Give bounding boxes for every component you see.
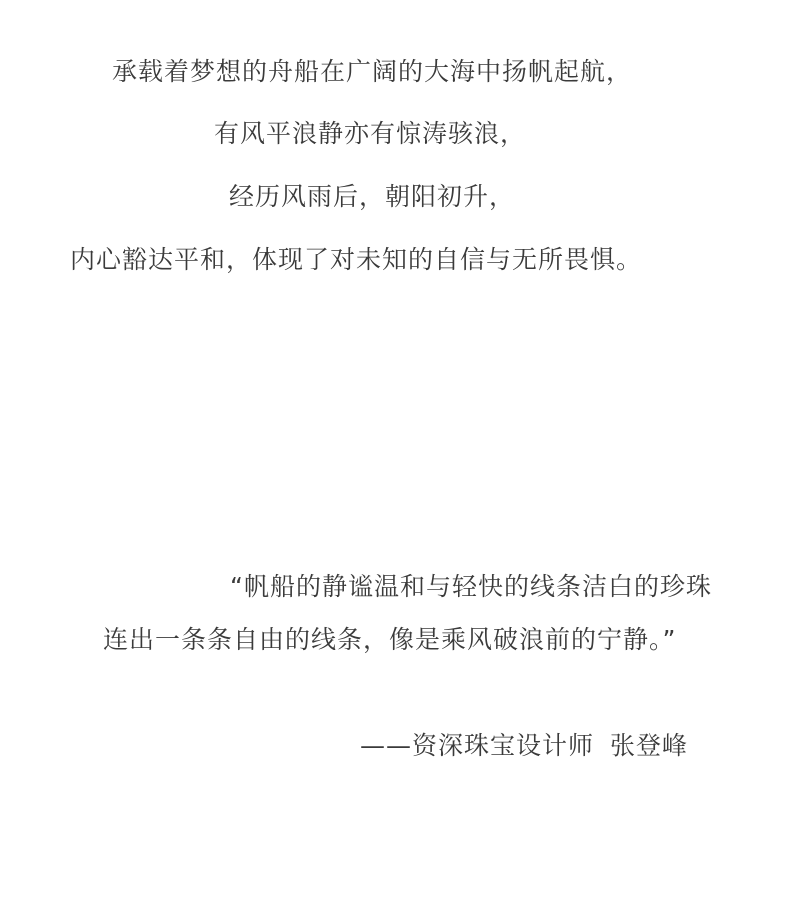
poem-line: 有风平浪静亦有惊涛骇浪，	[214, 119, 527, 148]
poem-line: 内心豁达平和，体现了对未知的自信与无所畏惧。	[70, 245, 643, 274]
quote-attribution	[360, 730, 688, 762]
quote-line: “帆船的静谧温和与轻快的线条洁白的珍珠	[230, 572, 712, 601]
poem-line: 经历风雨后，朝阳初升，	[229, 182, 516, 211]
poem-line: 承载着梦想的舟船在广阔的大海中扬帆起航，	[112, 57, 633, 86]
designer-name: 张登峰	[610, 731, 689, 760]
quote-line: 连出一条条自由的线条，像是乘风破浪前的宁静。”	[103, 625, 677, 654]
designer-title: ——资深珠宝设计师	[360, 731, 595, 760]
